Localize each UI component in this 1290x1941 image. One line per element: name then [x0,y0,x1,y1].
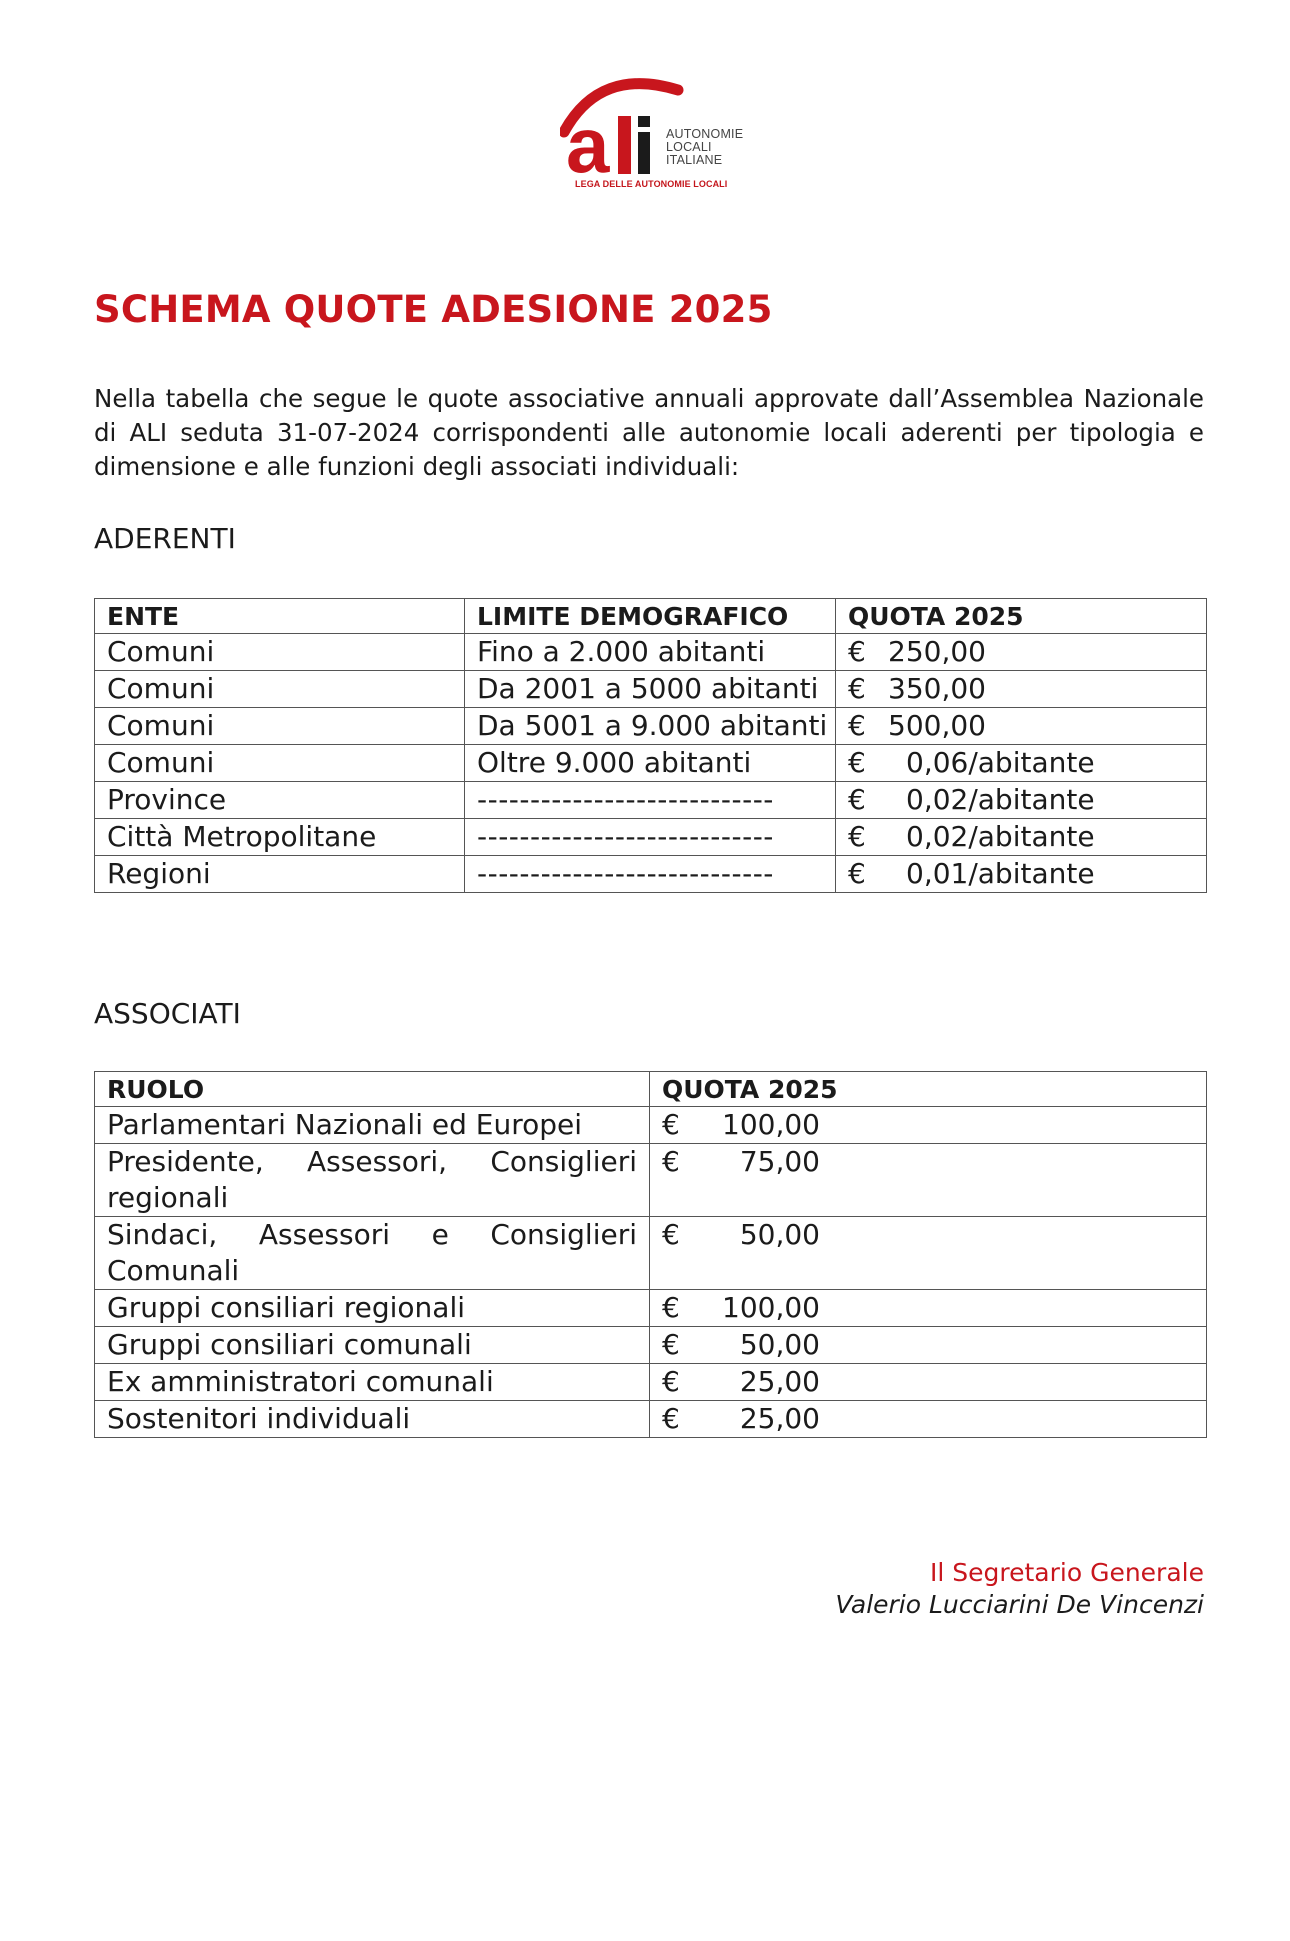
quota-value: 100,00 [722,1108,820,1141]
cell-limite: Oltre 9.000 abitanti [465,745,836,782]
table-row [95,708,1207,745]
table-row [95,782,1207,819]
cell-quota [836,856,1207,893]
cell-quota [650,1327,1207,1364]
section-heading-aderenti: ADERENTI [94,522,236,555]
signatory-name: Valerio Lucciarini De Vincenzi [835,1590,1204,1619]
table-row [95,634,1207,671]
currency-symbol: € [662,1145,680,1178]
cell-ruolo: Presidente, Assessori, Consiglieri regionali [95,1144,650,1217]
cell-limite: ---------------------------- [465,782,836,819]
quota-value: 25,00 [739,1402,820,1435]
header-quota: QUOTA 2025 [650,1072,1207,1107]
currency-symbol: € [662,1402,680,1435]
quota-value: 50,00 [739,1328,820,1361]
quota-value: 0,02/abitante [906,783,1095,816]
header-ruolo: RUOLO [95,1072,650,1107]
cell-quota [650,1290,1207,1327]
table-row [95,745,1207,782]
table-row [95,1107,1207,1144]
header-quota: QUOTA 2025 [836,599,1207,634]
header-ente: ENTE [95,599,465,634]
currency-symbol: € [662,1218,680,1251]
currency-symbol: € [848,672,866,705]
table-row [95,671,1207,708]
quota-value: 350,00 [888,672,986,705]
cell-quota [650,1107,1207,1144]
currency-symbol: € [662,1291,680,1324]
quota-value: 500,00 [888,709,986,742]
svg-text:a: a [566,101,610,182]
cell-limite: Da 5001 a 9.000 abitanti [465,708,836,745]
cell-quota [836,634,1207,671]
cell-limite: ---------------------------- [465,819,836,856]
quota-value: 0,02/abitante [906,820,1095,853]
table-row [95,819,1207,856]
quota-value: 0,01/abitante [906,857,1095,890]
currency-symbol: € [662,1328,680,1361]
cell-ruolo: Parlamentari Nazionali ed Europei [95,1107,650,1144]
quota-value: 0,06/abitante [906,746,1095,779]
cell-ruolo: Ex amministratori comunali [95,1364,650,1401]
table-row [95,1364,1207,1401]
cell-quota [650,1144,1207,1217]
cell-limite: ---------------------------- [465,856,836,893]
quota-value: 50,00 [739,1218,820,1251]
cell-quota [836,819,1207,856]
cell-quota [650,1217,1207,1290]
currency-symbol: € [662,1365,680,1398]
cell-quota [650,1401,1207,1438]
quota-value: 100,00 [722,1291,820,1324]
currency-symbol: € [848,857,866,890]
quota-value: 250,00 [888,635,986,668]
currency-symbol: € [848,709,866,742]
currency-symbol: € [848,820,866,853]
table-row [95,1144,1207,1217]
currency-symbol: € [848,746,866,779]
cell-quota [836,782,1207,819]
table-header-row [95,1072,1207,1107]
logo-side-text: AUTONOMIE LOCALI ITALIANE [666,127,744,167]
table-header-row [95,599,1207,634]
currency-symbol: € [662,1108,680,1141]
table-row [95,1401,1207,1438]
cell-ente: Città Metropolitane [95,819,465,856]
cell-ente: Comuni [95,671,465,708]
section-heading-associati: ASSOCIATI [94,997,241,1030]
associati-table [94,1071,1207,1438]
ali-logo [560,72,750,192]
document-title: SCHEMA QUOTE ADESIONE 2025 [94,288,773,331]
cell-quota [836,708,1207,745]
cell-quota [650,1364,1207,1401]
logo-tagline: LEGA DELLE AUTONOMIE LOCALI [575,179,728,189]
intro-paragraph: Nella tabella che segue le quote associative annuali approvate dall’Assemblea Nazionale di ALI seduta 31-07-2024 corrispondenti alle autonomie locali aderenti per tipologia e dimensione e alle funzioni degli associati individuali: [94,384,1204,481]
cell-limite: Da 2001 a 5000 abitanti [465,671,836,708]
cell-ruolo: Sindaci, Assessori e Consiglieri Comunali [95,1217,650,1290]
cell-ente: Comuni [95,745,465,782]
table-row [95,856,1207,893]
cell-ente: Comuni [95,708,465,745]
cell-quota [836,671,1207,708]
cell-ente: Province [95,782,465,819]
quota-value: 25,00 [739,1365,820,1398]
cell-ruolo: Sostenitori individuali [95,1401,650,1438]
signatory-role: Il Segretario Generale [930,1558,1204,1587]
currency-symbol: € [848,635,866,668]
table-row [95,1290,1207,1327]
currency-symbol: € [848,783,866,816]
quota-value: 75,00 [739,1145,820,1178]
cell-ruolo: Gruppi consiliari comunali [95,1327,650,1364]
aderenti-table [94,598,1207,893]
table-row [95,1327,1207,1364]
cell-quota [836,745,1207,782]
cell-ente: Comuni [95,634,465,671]
cell-ente: Regioni [95,856,465,893]
table-row [95,1217,1207,1290]
cell-limite: Fino a 2.000 abitanti [465,634,836,671]
header-limite: LIMITE DEMOGRAFICO [465,599,836,634]
cell-ruolo: Gruppi consiliari regionali [95,1290,650,1327]
